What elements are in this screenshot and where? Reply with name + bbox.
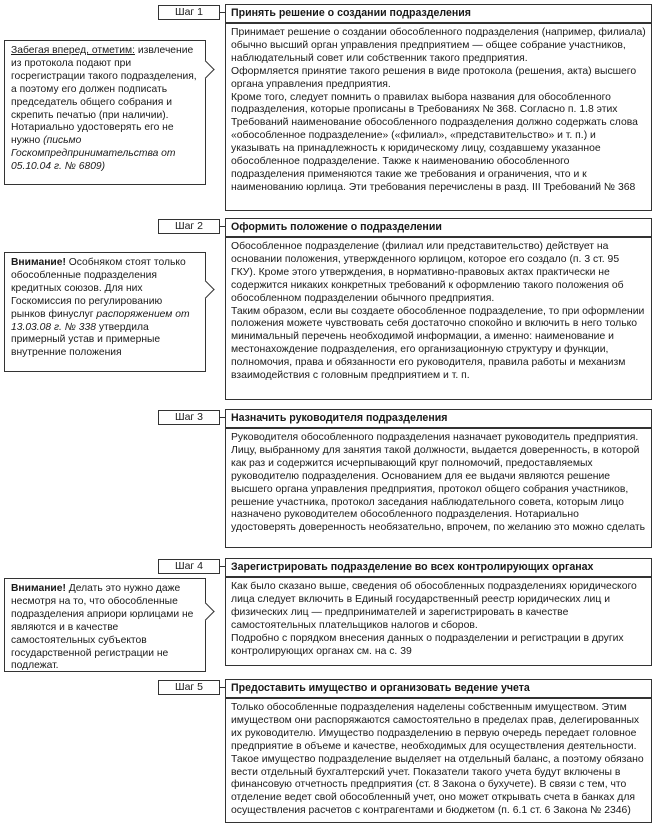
callout-2-ref: распоряжением от 13.03.08 г. № 338	[11, 308, 190, 333]
step-3-tag: Шаг 3	[158, 410, 220, 425]
callout-3-text: Делать это нужно даже несмотря на то, что обособленные подразделения априори юрлицами не являются и в качестве самостоятельных субъектов государственной регистрации не подлежат.	[11, 583, 194, 672]
step-5-tag: Шаг 5	[158, 680, 220, 695]
callout-step-2	[4, 252, 206, 372]
callout-2-lead: Внимание!	[11, 257, 66, 268]
callout-3-lead: Внимание!	[11, 583, 66, 594]
step-4-body	[225, 577, 652, 666]
callout-step-1	[4, 40, 206, 185]
step-4-tag: Шаг 4	[158, 559, 220, 574]
step-3-para-1: Руководителя обособленного подразделения назначает руководитель предприятия. Лицу, выбранному для занятия такой должности, выдается доверенность, в которой как раз и содержится исчерпывающий круг полномочий, предоставляемых руководителю подразделения. Основанием для ее выдачи являются решение высшего органа управления предприятия, протокол общего собрания участников, решение участника, протокол заседания наблюдательного совета, которым лицо назначено руководителем обособленного подразделения. Нотариально удостоверять доверенность необязательно, впрочем, по желанию это можно сделать	[231, 432, 646, 534]
step-3-body	[225, 428, 652, 548]
step-2-para-2: Таким образом, если вы создаете обособленное подразделение, то при оформлении положения можете чувствовать себя достаточно спокойно и включить в него только минимальный перечень необходимой информации, а именно: наименование и местонахождение подразделения, его организационную структуру и функции, полномочия, права и обязанности его руководителя, правила работы и механизм взаимодействия с головным предприятием и т. п.	[231, 305, 645, 382]
callout-1-ref: (письмо Госкомпредпринимательства от 05.10.04 г. № 6809)	[11, 135, 176, 173]
step-2-tag: Шаг 2	[158, 219, 220, 234]
step-5-body	[225, 698, 652, 823]
step-1-tag: Шаг 1	[158, 5, 220, 20]
step-1-para-3: Кроме того, следует помнить о правилах выбора названия для обособленного подразделения, которые прописаны в Требованиях № 368. Согласно п. 1.8 этих Требований наименование обособленного подразделения должно содержать слова «обособленное подразделение» («филиал», «представительство» и т. п.) и указывать на принадлежность к юридическому лицу, создавшему указанное обособленное подразделение. Также к наименованию обособленного подразделения применяются такие же требования и ограничения, что и к наименованию юрлица. Эти требования перечислены в разд. III Требований № 368	[231, 91, 638, 193]
step-4-title: Зарегистрировать подразделение во всех контролирующих органах	[225, 558, 652, 577]
step-1-para-1: Принимает решение о создании обособленного подразделения (например, филиала) обычно высший орган управления предприятием — общее собрание участников, наблюдательный совет или собственник такого предприятия.	[231, 27, 646, 64]
step-1-para-2: Оформляется принятие такого решения в виде протокола (решения, акта) высшего органа управления предприятия.	[231, 65, 637, 90]
callout-2-text2: утвердила примерный устав и примерные внутренние положения	[11, 321, 161, 359]
step-1-title: Принять решение о создании подразделения	[225, 4, 652, 23]
callout-step-4	[4, 578, 206, 672]
step-1-body	[225, 23, 652, 211]
step-2-para-1: Обособленное подразделение (филиал или представительство) действует на основании положения, утвержденного юрлицом, которое его создало (п. 3 ст. 95 ГКУ). Кроме этого утверждения, в нормативно-правовых актах практически не содержится никаких конкретных требований к оформлению такого положения об обособленном подразделении обычного предприятия.	[231, 241, 624, 304]
callout-2-text: Особняком стоят только обособленные подразделения кредитных союзов. Для них Госкомиссия по регулированию рынков финуслуг	[11, 257, 186, 320]
step-5-title: Предоставить имущество и организовать ведение учета	[225, 679, 652, 698]
step-2-body	[225, 237, 652, 400]
step-5-para-2: Такое имущество подразделение выделяет на отдельный баланс, а поэтому обязано вести отдельный бухгалтерский учет. Показатели такого учета будут включены в финансовую отчетность предприятия (ст. 8 Закона о бухучете). В связи с тем, что отделение ведет свой обособленный учет, оно может открывать счета в банках для осуществления расчетов с контрагентами и бюджетом (п. 6.1 ст. 6 Закона № 2346)	[231, 753, 644, 817]
step-4-para-2: Подробно с порядком внесения данных о подразделении и регистрации в других контролирующих органах см. на с. 39	[231, 632, 624, 657]
step-5-para-1: Только обособленные подразделения наделены собственным имуществом. Этим имуществом они распоряжаются самостоятельно в пределах прав, делегированных их руководителю. Имущество подразделению в первую очередь передает головное предприятие в объеме и качестве, необходимых для осуществления деятельности.	[231, 702, 640, 752]
step-2-title: Оформить положение о подразделении	[225, 218, 652, 237]
callout-1-lead: Забегая вперед, отметим:	[11, 45, 135, 56]
step-4-para-1: Как было сказано выше, сведения об обособленных подразделениях юридического лица следует включить в Единый государственный реестр юридических лиц и физических лиц — предпринимателей и зарегистрировать в качестве самостоятельных плательщиков налогов и сборов.	[231, 581, 637, 631]
step-3-title: Назначить руководителя подразделения	[225, 409, 652, 428]
callout-1-text: извлечение из протокола подают при госрегистрации такого подразделения, а поэтому его должен подписать председатель общего собрания и скрепить печатью (при наличии). Нотариально удостоверять его не нужно	[11, 45, 197, 147]
